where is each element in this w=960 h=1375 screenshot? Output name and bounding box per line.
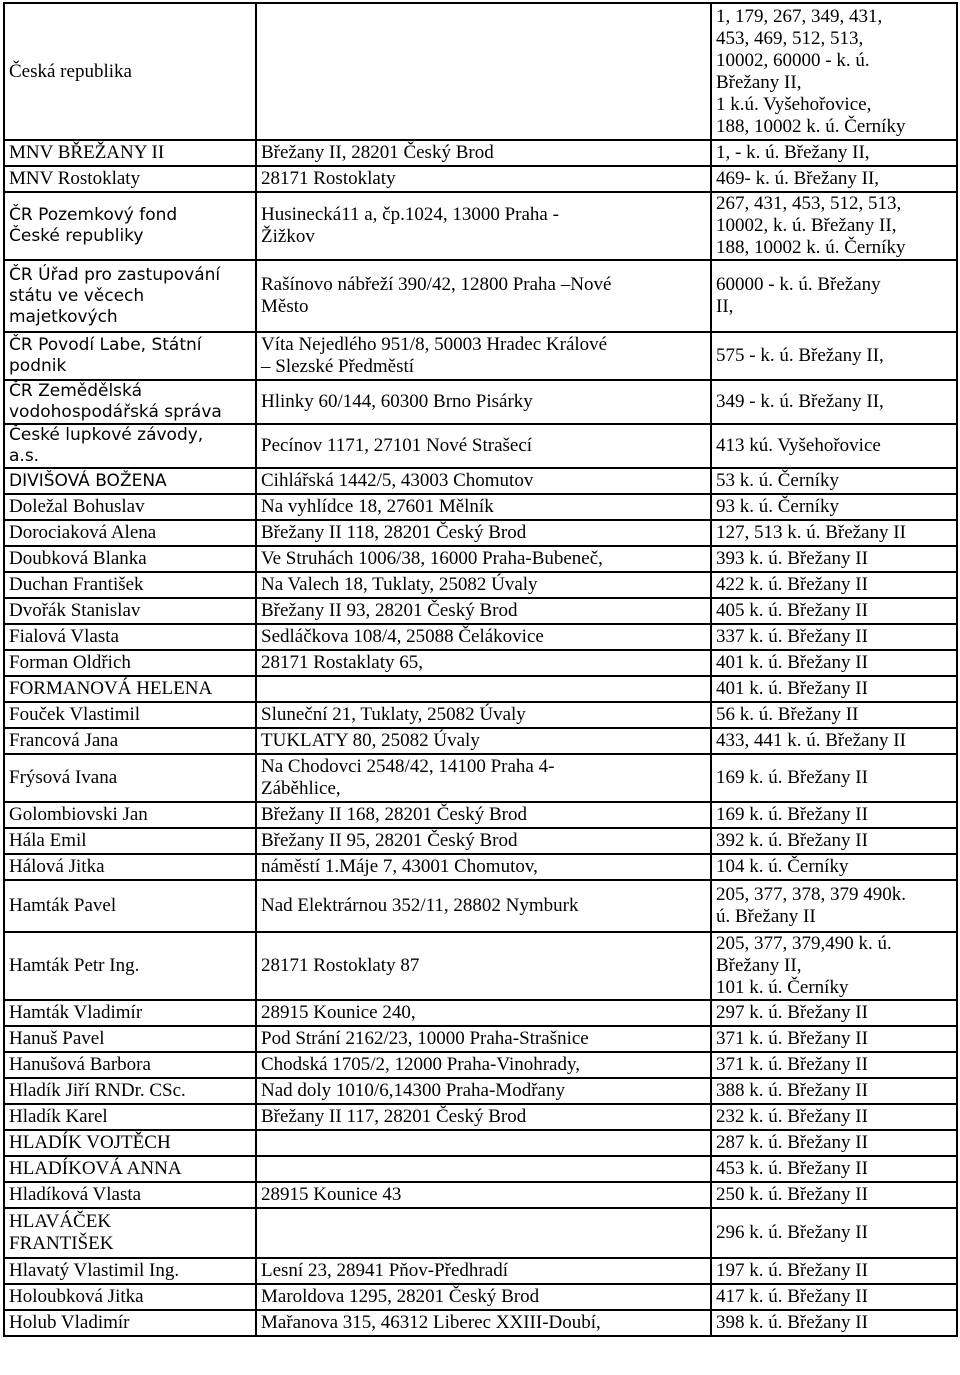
parcels-cell [711, 166, 957, 192]
address-cell [256, 1208, 711, 1258]
table-row [4, 140, 957, 166]
owner-line: majetkových [9, 306, 118, 327]
address-cell [256, 546, 711, 572]
address-line: Rašínovo nábřeží 390/42, 12800 Praha –Nové [261, 274, 612, 295]
owner-cell [4, 546, 256, 572]
owner-cell [4, 854, 256, 880]
parcels-cell [711, 380, 957, 424]
address-cell [256, 1052, 711, 1078]
owner-line: FORMANOVÁ HELENA [9, 678, 213, 699]
owner-line: Hálová Jitka [9, 856, 105, 877]
owner-line: Hanuš Pavel [9, 1028, 105, 1049]
owner-line: Dorociaková Alena [9, 522, 157, 543]
owner-line: Doubková Blanka [9, 548, 147, 569]
address-cell [256, 650, 711, 676]
table-row [4, 1284, 957, 1310]
address-line: Ve Struhách 1006/38, 16000 Praha-Bubeneč, [261, 548, 603, 569]
parcels-cell [711, 1284, 957, 1310]
address-cell [256, 1258, 711, 1284]
table-row [4, 1078, 957, 1104]
owner-cell [4, 802, 256, 828]
owner-cell [4, 1078, 256, 1104]
address-line: Břežany II 93, 28201 Český Brod [261, 600, 518, 621]
owner-line: Holoubková Jitka [9, 1286, 144, 1307]
address-cell [256, 702, 711, 728]
parcels-line: 250 k. ú. Břežany II [716, 1184, 868, 1205]
address-cell [256, 880, 711, 932]
parcels-line: 10002, k. ú. Břežany II, [716, 215, 897, 236]
table-row [4, 1208, 957, 1258]
owner-cell [4, 3, 256, 140]
table-row [4, 1104, 957, 1130]
address-cell [256, 828, 711, 854]
address-cell [256, 1078, 711, 1104]
parcels-cell [711, 1000, 957, 1026]
parcels-line: 232 k. ú. Břežany II [716, 1106, 868, 1127]
parcels-cell [711, 1156, 957, 1182]
owner-line: ČR Povodí Labe, Státní [9, 335, 202, 355]
table-row [4, 1182, 957, 1208]
address-line: Maroldova 1295, 28201 Český Brod [261, 1286, 540, 1307]
address-cell [256, 1026, 711, 1052]
address-cell [256, 166, 711, 192]
owner-line: MNV BŘEŽANY II [9, 142, 165, 163]
parcels-line: 401 k. ú. Břežany II [716, 652, 868, 673]
owner-cell [4, 1026, 256, 1052]
owner-cell [4, 1258, 256, 1284]
parcels-cell [711, 494, 957, 520]
parcels-cell [711, 932, 957, 1000]
owner-cell [4, 676, 256, 702]
address-line: Břežany II 168, 28201 Český Brod [261, 804, 527, 825]
address-line: Sedláčkova 108/4, 25088 Čelákovice [261, 626, 544, 647]
address-line: Nad Elektrárnou 352/11, 28802 Nymburk [261, 895, 579, 916]
owner-cell [4, 1284, 256, 1310]
parcels-line: 188, 10002 k. ú. Černíky [716, 115, 906, 137]
parcels-cell [711, 3, 957, 140]
owner-cell [4, 754, 256, 802]
address-line: Pecínov 1171, 27101 Nové Strašecí [261, 435, 533, 456]
owner-line: státu ve věcech [9, 285, 145, 306]
table-row [4, 424, 957, 468]
address-cell [256, 1000, 711, 1026]
owner-line: ČR Pozemkový fond [9, 205, 178, 225]
owner-cell [4, 1000, 256, 1026]
table-row [4, 1130, 957, 1156]
address-cell [256, 1104, 711, 1130]
owner-line: HLAVÁČEK [9, 1211, 112, 1232]
parcels-line: 349 - k. ú. Břežany II, [716, 391, 884, 412]
parcels-line: 413 kú. Vyšehořovice [716, 435, 881, 456]
parcels-line: Břežany II, [716, 955, 802, 976]
parcels-cell [711, 520, 957, 546]
parcels-line: 296 k. ú. Břežany II [716, 1222, 868, 1243]
table-row [4, 380, 957, 424]
owner-line: Hanušová Barbora [9, 1054, 151, 1075]
owner-cell [4, 192, 256, 260]
table-row [4, 702, 957, 728]
owner-line: Duchan František [9, 574, 144, 595]
table-row [4, 828, 957, 854]
parcels-line: 205, 377, 379,490 k. ú. [716, 933, 892, 954]
parcels-cell [711, 1182, 957, 1208]
parcels-line: 287 k. ú. Břežany II [716, 1132, 868, 1153]
owner-line: podnik [9, 356, 67, 376]
address-cell [256, 598, 711, 624]
owner-cell [4, 1156, 256, 1182]
parcels-line: 1, - k. ú. Břežany II, [716, 142, 870, 163]
owner-cell [4, 728, 256, 754]
table-row [4, 572, 957, 598]
address-line: Břežany II, 28201 Český Brod [261, 142, 494, 163]
address-line: Víta Nejedlého 951/8, 50003 Hradec Králové [261, 334, 608, 355]
address-line: Mařanova 315, 46312 Liberec XXIII-Doubí, [261, 1312, 601, 1333]
owner-line: Hladíková Vlasta [9, 1184, 142, 1205]
owner-cell [4, 1130, 256, 1156]
table-row [4, 624, 957, 650]
table-row [4, 332, 957, 380]
table-row [4, 520, 957, 546]
address-line: Husinecká11 a, čp.1024, 13000 Praha - [261, 204, 559, 225]
parcels-cell [711, 598, 957, 624]
table-row [4, 260, 957, 332]
table-row [4, 546, 957, 572]
address-line: Pod Strání 2162/23, 10000 Praha-Strašnice [261, 1028, 589, 1049]
address-cell [256, 754, 711, 802]
owners-table [3, 2, 958, 1337]
parcels-line: 575 - k. ú. Břežany II, [716, 345, 884, 366]
address-cell [256, 932, 711, 1000]
owner-line: Česká republika [9, 60, 132, 82]
address-line: 28915 Kounice 240, [261, 1002, 416, 1023]
owner-line: Hamták Pavel [9, 895, 117, 916]
owner-cell [4, 424, 256, 468]
table-row [4, 598, 957, 624]
parcels-line: 169 k. ú. Břežany II [716, 804, 868, 825]
owner-cell [4, 1052, 256, 1078]
owner-line: Doležal Bohuslav [9, 496, 145, 517]
parcels-line: 388 k. ú. Břežany II [716, 1080, 868, 1101]
parcels-line: 53 k. ú. Černíky [716, 470, 839, 491]
owner-line: HLADÍKOVÁ ANNA [9, 1158, 182, 1179]
owner-line: Hamták Petr Ing. [9, 955, 140, 976]
parcels-cell [711, 140, 957, 166]
table-row [4, 3, 957, 140]
parcels-cell [711, 1052, 957, 1078]
table-row [4, 650, 957, 676]
parcels-cell [711, 624, 957, 650]
parcels-cell [711, 468, 957, 494]
address-line: Sluneční 21, Tuklaty, 25082 Úvaly [261, 704, 526, 725]
parcels-cell [711, 676, 957, 702]
owners-table-body [4, 3, 957, 1336]
parcels-line: 433, 441 k. ú. Břežany II [716, 730, 906, 751]
address-cell [256, 854, 711, 880]
owner-cell [4, 332, 256, 380]
owner-cell [4, 468, 256, 494]
owner-line: Francová Jana [9, 730, 119, 751]
address-line: Žižkov [261, 226, 315, 247]
table-row [4, 676, 957, 702]
address-line: 28915 Kounice 43 [261, 1184, 402, 1205]
table-row [4, 1156, 957, 1182]
parcels-cell [711, 572, 957, 598]
owner-line: FRANTIŠEK [9, 1233, 114, 1254]
owner-line: Frýsová Ivana [9, 767, 118, 788]
address-cell [256, 260, 711, 332]
parcels-cell [711, 728, 957, 754]
address-cell [256, 1130, 711, 1156]
parcels-line: 169 k. ú. Břežany II [716, 767, 868, 788]
owner-cell [4, 932, 256, 1000]
owner-cell [4, 494, 256, 520]
owner-line: DIVIŠOVÁ BOŽENA [9, 470, 167, 491]
parcels-line: 56 k. ú. Břežany II [716, 704, 859, 725]
parcels-cell [711, 828, 957, 854]
table-row [4, 192, 957, 260]
owner-cell [4, 598, 256, 624]
parcels-line: 60000 - k. ú. Břežany [716, 274, 881, 295]
owner-cell [4, 624, 256, 650]
address-line: Břežany II 118, 28201 Český Brod [261, 522, 527, 543]
owner-line: Golombiovski Jan [9, 804, 148, 825]
table-row [4, 754, 957, 802]
parcels-line: 297 k. ú. Břežany II [716, 1002, 868, 1023]
owner-line: Hladík Karel [9, 1106, 108, 1127]
parcels-line: 453, 469, 512, 513, [716, 27, 864, 49]
parcels-cell [711, 192, 957, 260]
address-cell [256, 802, 711, 828]
address-line: Hlinky 60/144, 60300 Brno Pisárky [261, 391, 533, 412]
parcels-line: 1, 179, 267, 349, 431, [716, 5, 883, 27]
parcels-line: 371 k. ú. Břežany II [716, 1028, 868, 1049]
parcels-line: 93 k. ú. Černíky [716, 496, 839, 517]
owner-line: České republiky [9, 226, 144, 246]
parcels-line: 1 k.ú. Vyšehořovice, [716, 93, 872, 115]
address-cell [256, 3, 711, 140]
table-row [4, 728, 957, 754]
address-cell [256, 424, 711, 468]
parcels-line: 104 k. ú. Černíky [716, 856, 849, 877]
address-cell [256, 728, 711, 754]
parcels-cell [711, 1026, 957, 1052]
parcels-line: Břežany II, [716, 71, 802, 93]
address-line: Břežany II 95, 28201 Český Brod [261, 830, 518, 851]
owner-cell [4, 140, 256, 166]
table-row [4, 1026, 957, 1052]
owner-cell [4, 880, 256, 932]
address-line: – Slezské Předměstí [261, 356, 415, 377]
address-cell [256, 572, 711, 598]
owner-line: vodohospodářská správa [9, 402, 222, 422]
address-line: Lesní 23, 28941 Pňov-Předhradí [261, 1260, 508, 1281]
parcels-line: 197 k. ú. Břežany II [716, 1260, 868, 1281]
address-line: Cihlářská 1442/5, 43003 Chomutov [261, 470, 534, 491]
parcels-cell [711, 260, 957, 332]
parcels-line: 405 k. ú. Břežany II [716, 600, 868, 621]
address-line: 28171 Rostaklaty 65, [261, 652, 424, 673]
parcels-line: 417 k. ú. Břežany II [716, 1286, 868, 1307]
owner-line: Hála Emil [9, 830, 87, 851]
address-cell [256, 192, 711, 260]
owner-line: Fouček Vlastimil [9, 704, 141, 725]
owner-cell [4, 572, 256, 598]
table-row [4, 1052, 957, 1078]
address-line: Na vyhlídce 18, 27601 Mělník [261, 496, 494, 517]
parcels-line: 188, 10002 k. ú. Černíky [716, 237, 906, 258]
parcels-line: II, [716, 296, 734, 317]
address-line: Břežany II 117, 28201 Český Brod [261, 1106, 527, 1127]
owner-line: Fialová Vlasta [9, 626, 119, 647]
table-row [4, 880, 957, 932]
parcels-line: 392 k. ú. Břežany II [716, 830, 868, 851]
table-row [4, 1000, 957, 1026]
table-row [4, 166, 957, 192]
parcels-cell [711, 854, 957, 880]
table-row [4, 494, 957, 520]
parcels-cell [711, 546, 957, 572]
owner-cell [4, 828, 256, 854]
parcels-cell [711, 754, 957, 802]
parcels-cell [711, 702, 957, 728]
table-row [4, 802, 957, 828]
owner-cell [4, 702, 256, 728]
parcels-cell [711, 1130, 957, 1156]
owner-line: Dvořák Stanislav [9, 600, 141, 621]
owner-line: HLADÍK VOJTĚCH [9, 1132, 171, 1153]
parcels-cell [711, 1310, 957, 1336]
address-line: Na Chodovci 2548/42, 14100 Praha 4- [261, 756, 555, 777]
owner-line: MNV Rostoklaty [9, 168, 141, 189]
document-page [3, 2, 958, 1337]
parcels-line: 469- k. ú. Břežany II, [716, 168, 880, 189]
owner-cell [4, 650, 256, 676]
address-cell [256, 1156, 711, 1182]
parcels-line: 267, 431, 453, 512, 513, [716, 193, 902, 214]
parcels-cell [711, 880, 957, 932]
parcels-line: ú. Břežany II [716, 906, 816, 927]
table-row [4, 854, 957, 880]
address-cell [256, 332, 711, 380]
owner-cell [4, 1310, 256, 1336]
owner-cell [4, 1182, 256, 1208]
owner-line: ČR Úřad pro zastupování [9, 264, 221, 285]
address-line: Na Valech 18, Tuklaty, 25082 Úvaly [261, 574, 538, 595]
address-line: 28171 Rostoklaty 87 [261, 955, 420, 976]
address-line: náměstí 1.Máje 7, 43001 Chomutov, [261, 856, 538, 877]
parcels-line: 127, 513 k. ú. Břežany II [716, 522, 906, 543]
table-row [4, 468, 957, 494]
address-line: Záběhlice, [261, 778, 341, 799]
address-cell [256, 624, 711, 650]
address-line: Město [261, 296, 309, 317]
table-row [4, 932, 957, 1000]
address-cell [256, 1182, 711, 1208]
parcels-cell [711, 1078, 957, 1104]
owner-line: Hamták Vladimír [9, 1002, 143, 1023]
address-cell [256, 520, 711, 546]
owner-line: Forman Oldřich [9, 652, 131, 673]
address-line: Nad doly 1010/6,14300 Praha-Modřany [261, 1080, 565, 1101]
parcels-line: 371 k. ú. Břežany II [716, 1054, 868, 1075]
address-cell [256, 380, 711, 424]
owner-line: ČR Zemědělská [9, 381, 143, 401]
parcels-line: 422 k. ú. Břežany II [716, 574, 868, 595]
owner-cell [4, 260, 256, 332]
owner-cell [4, 1208, 256, 1258]
table-row [4, 1258, 957, 1284]
parcels-line: 337 k. ú. Břežany II [716, 626, 868, 647]
owner-cell [4, 166, 256, 192]
parcels-cell [711, 1258, 957, 1284]
address-cell [256, 494, 711, 520]
address-line: Chodská 1705/2, 12000 Praha-Vinohrady, [261, 1054, 581, 1075]
owner-cell [4, 380, 256, 424]
parcels-line: 393 k. ú. Břežany II [716, 548, 868, 569]
parcels-line: 398 k. ú. Břežany II [716, 1312, 868, 1333]
parcels-line: 10002, 60000 - k. ú. [716, 49, 870, 71]
address-cell [256, 468, 711, 494]
address-cell [256, 1284, 711, 1310]
parcels-cell [711, 1208, 957, 1258]
owner-cell [4, 1104, 256, 1130]
owner-line: Holub Vladimír [9, 1312, 130, 1333]
parcels-cell [711, 650, 957, 676]
owner-cell [4, 520, 256, 546]
parcels-line: 205, 377, 378, 379 490k. [716, 884, 906, 905]
owner-line: a.s. [9, 446, 40, 466]
parcels-cell [711, 332, 957, 380]
address-cell [256, 676, 711, 702]
owner-line: Hlavatý Vlastimil Ing. [9, 1260, 180, 1281]
table-row [4, 1310, 957, 1336]
owner-line: Hladík Jiří RNDr. CSc. [9, 1080, 186, 1101]
parcels-line: 101 k. ú. Černíky [716, 977, 849, 998]
address-cell [256, 1310, 711, 1336]
address-line: TUKLATY 80, 25082 Úvaly [261, 730, 480, 751]
parcels-cell [711, 802, 957, 828]
parcels-cell [711, 1104, 957, 1130]
address-line: 28171 Rostoklaty [261, 168, 396, 189]
parcels-line: 453 k. ú. Břežany II [716, 1158, 868, 1179]
address-cell [256, 140, 711, 166]
parcels-cell [711, 424, 957, 468]
parcels-line: 401 k. ú. Břežany II [716, 678, 868, 699]
owner-line: České lupkové závody, [9, 425, 204, 445]
